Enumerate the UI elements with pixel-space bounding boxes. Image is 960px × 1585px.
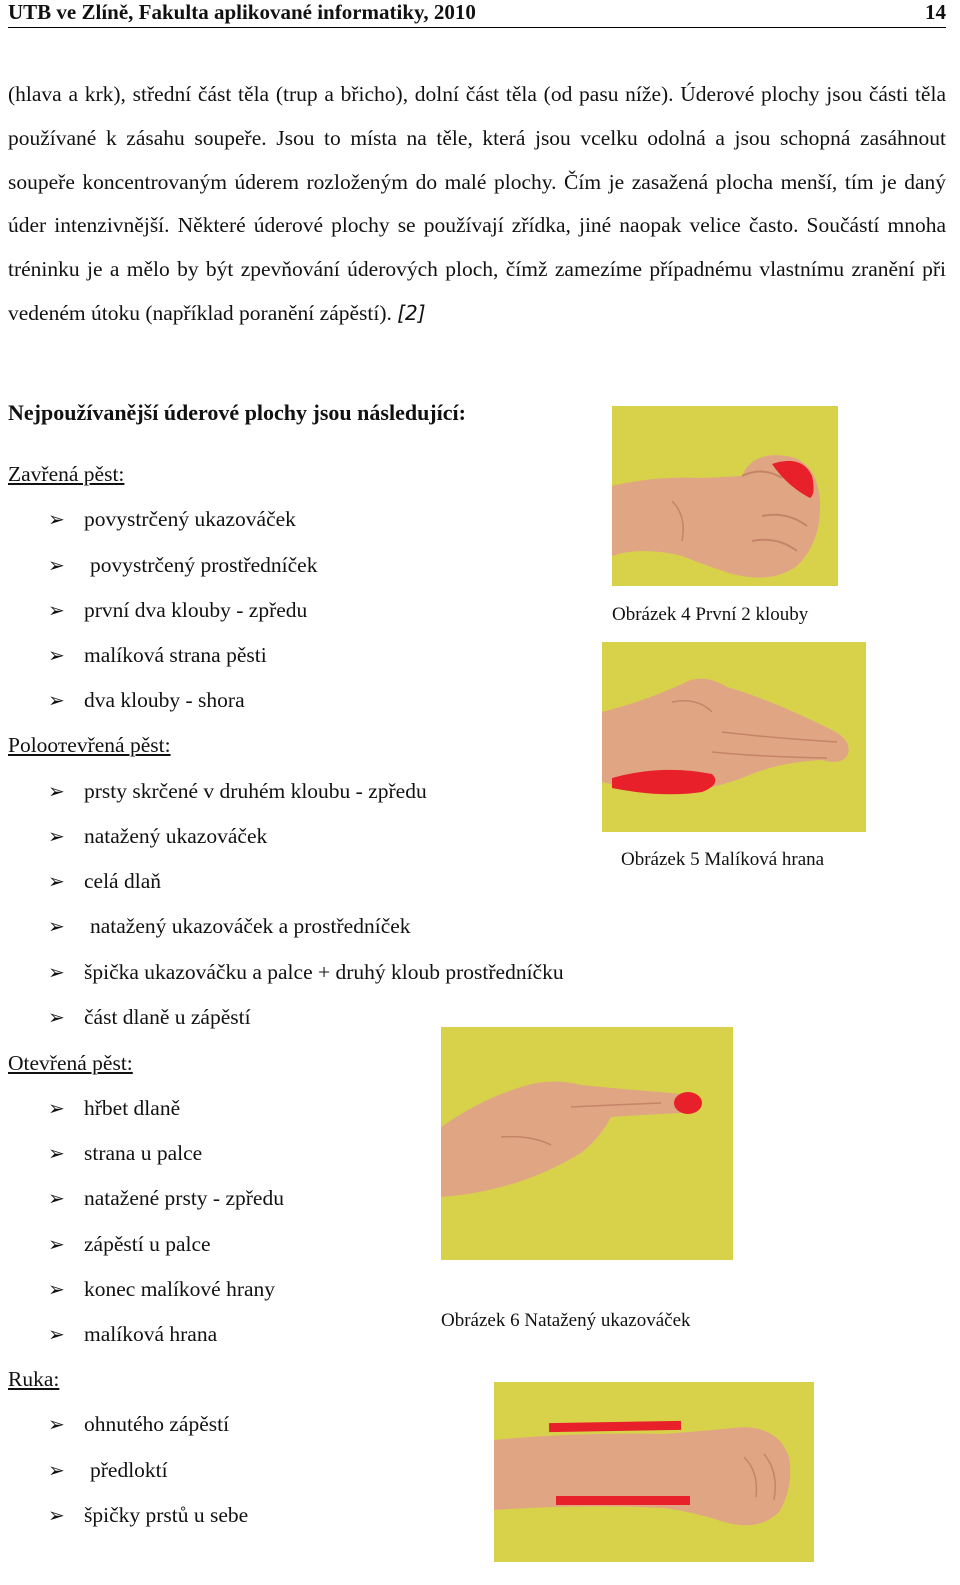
figure-pinky-edge-photo [602,642,866,832]
intro-paragraph [8,73,946,336]
intro-text: (hlava a krk), střední část těla (trup a břicho), dolní část těla (od pasu níže). Úderové plochy jsou části těla používané k zásahu soupeře. Jsou to místa na těle, která jsou vcelku odolná a jsou schopná zasáhnout soupeře koncentrovaným úderem rozloženým do malé plochy. Čím je zasažená plocha menší, tím je daný úder intenzivnější. Některé úderové plochy se používají zřídka, jiné naopak velice často. Součástí mnoha tréninku je a mělo by být zpevňování úderových ploch, čímž zamezíme případnému vlastnímu zranění při vedeném útoku (například poranění zápěstí). [8,82,946,325]
arrow-bullet-icon: ➢ [48,690,65,712]
figure-5-caption: Obrázek 5 Malíková hrana [621,849,825,870]
arrow-bullet-icon: ➢ [48,1460,65,1482]
section-title-open-fist: Otevřená pěst: [8,1051,133,1075]
arrow-bullet-icon: ➢ [48,1007,65,1029]
arrow-bullet-icon: ➢ [48,1324,65,1346]
arrow-bullet-icon: ➢ [48,1505,65,1527]
arrow-bullet-icon: ➢ [48,645,65,667]
arrow-bullet-icon: ➢ [48,1143,65,1165]
arrow-bullet-icon: ➢ [48,916,65,938]
arrow-bullet-icon: ➢ [48,1279,65,1301]
list-item: ➢ hřbet dlaně [48,1096,181,1120]
figure-index-finger-photo [441,1027,733,1260]
section-title-closed-fist: Zavřená pěst: [8,462,125,486]
list-item: ➢ konec malíkové hrany [48,1277,276,1301]
arrow-bullet-icon: ➢ [48,600,65,622]
arrow-bullet-icon: ➢ [48,871,65,893]
arrow-bullet-icon: ➢ [48,555,65,577]
list-item: ➢ strana u palce [48,1141,203,1165]
arrow-bullet-icon: ➢ [48,826,65,848]
figure-6-caption: Obrázek 6 Natažený ukazováček [441,1310,691,1331]
list-item: ➢ malíková strana pěsti [48,643,267,667]
arrow-bullet-icon: ➢ [48,1098,65,1120]
list-item: ➢ předloktí [48,1458,168,1482]
list-item: ➢ zápěstí u palce [48,1232,211,1256]
list-item: ➢ ohnutého zápěstí [48,1412,230,1436]
list-item: ➢ natažený ukazováček [48,824,268,848]
list-item: ➢ špičky prstů u sebe [48,1503,249,1527]
arrow-bullet-icon: ➢ [48,962,65,984]
citation: [2] [397,300,426,325]
arrow-bullet-icon: ➢ [48,1188,65,1210]
section-heading: Nejpoužívanější úderové plochy jsou následující: [8,400,466,425]
figure-4-caption: Obrázek 4 První 2 klouby [612,604,809,625]
list-item: ➢ natažené prsty - zpředu [48,1186,284,1210]
list-item: ➢ malíková hrana [48,1322,218,1346]
arrow-bullet-icon: ➢ [48,509,65,531]
page-number: 14 [925,0,946,24]
list-item: ➢ dva klouby - shora [48,688,245,712]
header-title: UTB ve Zlíně, Fakulta aplikované informatiky, 2010 [8,0,476,24]
arrow-bullet-icon: ➢ [48,781,65,803]
figure-fist-photo [612,406,838,586]
figure-forearm-photo [494,1382,814,1562]
page-header [8,0,946,28]
list-item: ➢ prsty skrčené v druhém kloubu - zpředu [48,779,427,803]
section-title-half-open-fist: Poloотevřená pěst: [8,733,171,757]
section-title-hand: Ruka: [8,1367,60,1391]
list-item: ➢ povystrčený prostředníček [48,553,318,577]
list-item: ➢ první dva klouby - zpředu [48,598,308,622]
arrow-bullet-icon: ➢ [48,1234,65,1256]
arrow-bullet-icon: ➢ [48,1414,65,1436]
list-item: ➢ celá dlaň [48,869,161,893]
list-item: ➢ část dlaně u zápěstí [48,1005,251,1029]
list-item: ➢ povystrčený ukazováček [48,507,296,531]
list-item: ➢ špička ukazováčku a palce + druhý kloub prostředníčku [48,960,564,984]
list-item: ➢ natažený ukazováček a prostředníček [48,914,411,938]
